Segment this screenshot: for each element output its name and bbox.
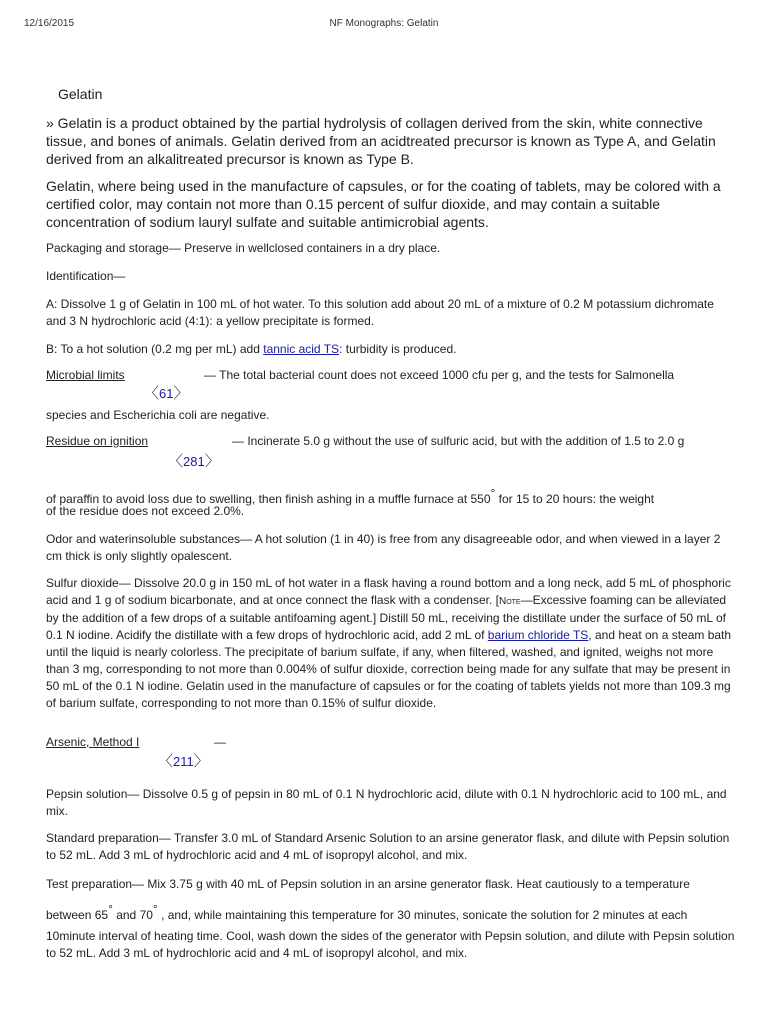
identification-b-pre: B: To a hot solution (0.2 mg per mL) add [46, 342, 264, 356]
identification-b-post: : turbidity is produced. [339, 342, 457, 356]
header-title: NF Monographs: Gelatin [329, 18, 439, 29]
microbial-limits-link[interactable]: Microbial limits [46, 368, 125, 382]
tannic-acid-link[interactable]: tannic acid TS [263, 342, 340, 356]
arsenic-method-link[interactable]: Arsenic, Method I [46, 735, 140, 749]
microbial-text-1: — The total bacterial count does not exceed 1000 cfu per g, and the tests for Salmonella [204, 368, 675, 382]
left-angle-icon: 〈 [168, 453, 184, 470]
left-angle-icon: 〈 [144, 385, 160, 402]
identification-heading: Identification— [46, 269, 126, 283]
test-preparation-3: 10minute interval of heating time. Cool, wash down the sides of the generator with Pepsin solution, and dilute with Pepsin solution to 52 mL. Add 3 mL of hydrochloric acid and 4 mL of isopropyl alcohol, and mix. [46, 929, 735, 960]
sulfur-part-3: , and heat on a steam bath until the liquid is nearly colorless. The precipitate of barium sulfate, if any, when filtered, washed, and ignited, weighs not more than 3 mg, corresponding to not more than 0.004% of sulfur dioxide, correction being made for any sulfate that may be present in 50 mL of the 0.1 N iodine. Gelatin used in the manufacture of capsules or for the coating of tablets yields not more than 109.3 mg of barium sulfate, corresponding to not more than 0.15% of sulfur dioxide. [46, 628, 732, 710]
test-preparation-1: Test preparation— Mix 3.75 g with 40 mL of Pepsin solution in an arsine generator flask. Heat cautiously to a temperature [46, 877, 690, 891]
right-angle-icon: 〉 [173, 385, 189, 402]
page-title: Gelatin [58, 86, 103, 102]
test-l2a: between 65 [46, 908, 109, 922]
degree-symbol: ° [108, 902, 113, 916]
microbial-limits-ref[interactable] [144, 382, 189, 403]
intro-paragraph-2: Gelatin, where being used in the manufacture of capsules, or for the coating of tablets, may be colored with a certified color, may contain not more than 0.15 percent of sulfur dioxide, and may contain a suitable concentration of sodium lauryl sulfate and suitable antimicrobial agents. [46, 178, 721, 230]
standard-preparation: Standard preparation— Transfer 3.0 mL of Standard Arsenic Solution to an arsine generator flask, and dilute with Pepsin solution to 52 mL. Add 3 mL of hydrochloric acid and 4 mL of isopropyl alcohol, and mix. [46, 831, 730, 862]
identification-a: A: Dissolve 1 g of Gelatin in 100 mL of hot water. To this solution add about 20 mL of a mixture of 0.2 M potassium dichromate and 3 N hydrochloric acid (4:1): a yellow precipitate is formed. [46, 297, 714, 328]
test-preparation-2 [46, 901, 736, 924]
left-angle-icon: 〈 [158, 753, 174, 770]
test-l2b: and 70 [112, 908, 153, 922]
header-date: 12/16/2015 [24, 18, 75, 29]
degree-symbol: ° [152, 902, 158, 916]
residue-text-2b: for 15 to 20 hours: the weight [495, 492, 655, 506]
residue-text-1: — Incinerate 5.0 g without the use of sulfuric acid, but with the addition of 1.5 to 2.0 g [232, 434, 685, 448]
residue-ref[interactable] [168, 450, 220, 471]
residue-on-ignition-link[interactable]: Residue on ignition [46, 434, 149, 448]
microbial-ref-number: 61 [159, 386, 174, 401]
residue-ref-number: 281 [183, 454, 205, 469]
sulfur-part-1: Sulfur dioxide— Dissolve 20.0 g in 150 mL of hot water in a flask having a round bottom and a long neck, add 5 mL of phosphoric acid and 1 g of sodium bicarbonate, and at once connect the flask with a condenser. [ [46, 576, 731, 607]
sulfur-dioxide-paragraph [46, 575, 736, 712]
arsenic-dash: — [214, 735, 226, 749]
arsenic-ref-number: 211 [173, 754, 194, 769]
test-l2c: , and, while maintaining this temperature for 30 minutes, sonicate the solution for 2 minutes at each [157, 908, 688, 922]
intro-paragraph-1: » Gelatin is a product obtained by the partial hydrolysis of collagen derived from the skin, white connective tissue, and bones of animals. Gelatin derived from an acidtreated precursor is known as Type A, and Gelatin derived from an alkalitreated precursor is known as Type B. [46, 115, 716, 167]
right-angle-icon: 〉 [204, 453, 220, 470]
microbial-text-2: species and Escherichia coli are negative. [46, 408, 270, 422]
arsenic-ref[interactable] [158, 750, 209, 771]
residue-text-3: of the residue does not exceed 2.0%. [46, 504, 245, 518]
right-angle-icon: 〉 [193, 753, 209, 770]
packaging-storage: Packaging and storage— Preserve in wellclosed containers in a dry place. [46, 241, 441, 255]
pepsin-solution: Pepsin solution— Dissolve 0.5 g of pepsin in 80 mL of 0.1 N hydrochloric acid, dilute with 0.1 N hydrochloric acid to 100 mL, and mix. [46, 787, 727, 818]
identification-b [46, 341, 736, 358]
degree-symbol: ° [490, 486, 496, 500]
residue-text-2a: of paraffin to avoid loss due to swelling, then finish ashing in a muffle furnace at 550 [46, 492, 491, 506]
sulfur-part-2: —Excessive foaming can be alleviated by the addition of a few drops of a suitable antifoaming agent.] Distill 50 mL, receiving the distillate under the surface of 50 mL of 0.1 N iodine. Acidify the distillate with a few drops of hydrochloric acid, add 2 mL of [46, 593, 727, 642]
odor-paragraph: Odor and waterinsoluble substances— A hot solution (1 in 40) is free from any disagreeable odor, and when viewed in a layer 2 cm thick is only slightly opalescent. [46, 532, 721, 563]
note-label: Note [498, 596, 521, 607]
barium-chloride-link[interactable]: barium chloride TS [487, 628, 589, 642]
